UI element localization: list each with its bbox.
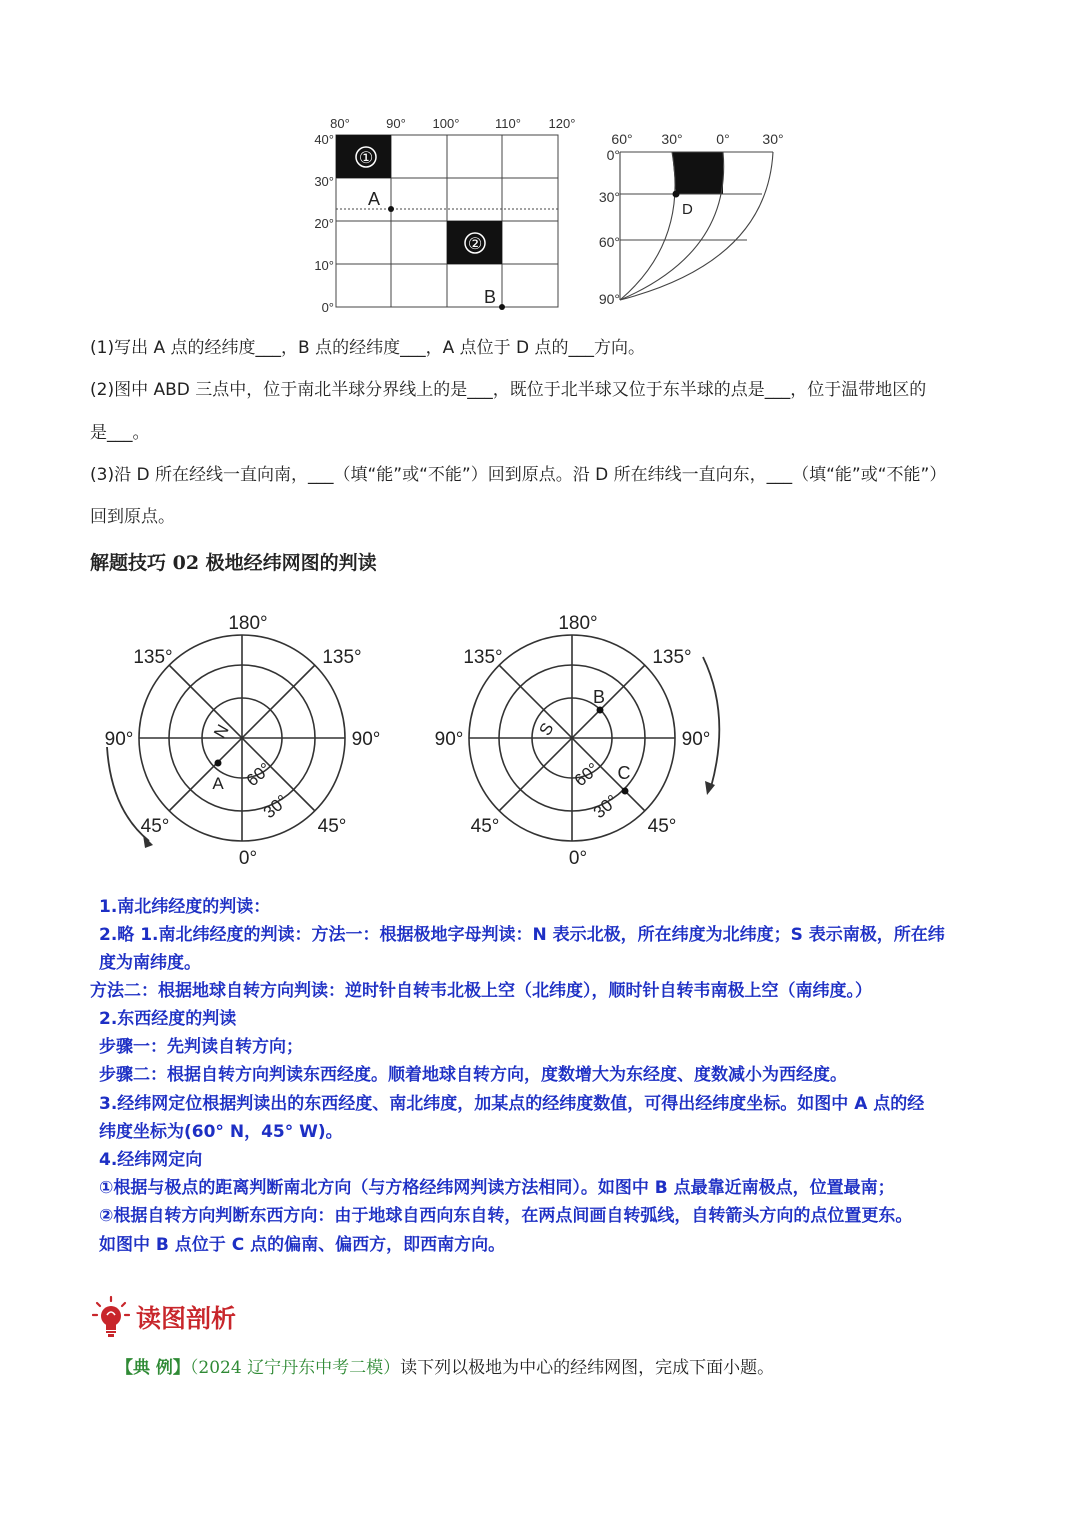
tip-line: 如图中 B 点位于 C 点的偏南、偏西方，即西南方向。 [99,1235,506,1255]
grid-lon-label: 110° [495,116,521,131]
north-lon-top: 180° [228,613,268,634]
tip-line: 纬度坐标为(60° N，45° W)。 [99,1122,343,1142]
grid-lon-label: 120° [548,116,576,131]
polar-map-south [425,605,745,870]
south-lon-left: 90° [434,729,464,750]
reading-analysis-header [92,1295,236,1339]
fan-lat-label: 60° [598,234,620,250]
fan-shaded-region [672,152,723,194]
tip-line: ②根据自转方向判断东西方向：由于地球自西向东自转，在两点间画自转弧线，自转箭头方向的点位置更东。 [99,1206,913,1226]
grid-lat-label: 30° [314,174,334,189]
tip-line: 步骤二：根据自转方向判读东西经度。顺着地球自转方向，度数增大为东经度、度数减小为西经度。 [99,1065,847,1085]
point-a-label: A [368,189,381,209]
example-source: （2024 辽宁丹东中考二模） [189,1358,401,1378]
fan-lat-label: 0° [606,147,620,163]
south-point-b-label: B [592,687,606,707]
north-lat-30: 30° [259,791,292,823]
question-3-line-2: 回到原点。 [90,507,175,527]
grid-lat-label: 10° [314,258,334,273]
example-line [116,1353,774,1378]
grid-lon-label: 90° [386,116,406,131]
south-pole-label: S [535,719,558,739]
north-lat-60: 60° [242,759,275,791]
fan-lon-label: 30° [661,131,683,147]
grid-lat-label: 20° [314,216,334,231]
north-point-a-label: A [212,774,224,793]
point-b-dot [499,304,505,310]
region-1-label: ① [358,150,374,167]
fan-lat-label: 30° [598,189,620,205]
tip-line: 4.经纬网定向 [99,1150,203,1170]
south-point-c-label: C [617,763,631,783]
north-lon-bottom: 0° [238,848,258,869]
tip-line: 3.经纬网定位根据判读出的东西经度、南北纬度，加某点的经纬度数值，可得出经纬度坐标。如图中 A 点的经 [99,1094,925,1114]
fan-lon-label: 60° [611,131,633,147]
lightbulb-icon [92,1295,130,1339]
fan-lon-label: 30° [762,131,784,147]
point-d-dot [673,191,680,198]
north-point-a-dot [215,760,222,767]
reading-analysis-title: 读图剖析 [136,1304,237,1333]
grid-latlon-map [300,108,590,320]
point-b-label: B [484,287,497,307]
south-point-c-dot [622,788,629,795]
north-lon-right: 90° [351,729,381,750]
rotation-arrow-cw [703,657,719,787]
tip-line: 度为南纬度。 [99,953,201,973]
tip-line: 2.东西经度的判读 [99,1009,237,1029]
grid-lat-label: 40° [314,132,334,147]
question-2-line-2: 是___。 [90,423,150,443]
tip-line: 1.南北纬经度的判读： [99,897,271,917]
south-lon-bottom: 0° [568,848,588,869]
south-lon-top: 180° [558,613,598,634]
tip-line: 方法二：根据地球自转方向判读：逆时针自转韦北极上空（北纬度），顺时针自转韦南极上空（南纬度。） [90,981,872,1001]
tip-line: 2.略 1.南北纬经度的判读：方法一：根据极地字母判读：N 表示北极，所在纬度为北纬度；S 表示南极，所在纬 [99,925,945,945]
north-lon-tr: 135° [322,647,362,668]
grid-lon-label: 80° [330,116,350,131]
north-pole-label: N [210,721,233,742]
fan-latlon-map [592,122,802,312]
polar-map-north [95,605,415,870]
north-lon-left: 90° [104,729,134,750]
south-lon-br: 45° [647,816,677,837]
north-lon-br: 45° [317,816,347,837]
south-point-b-dot [597,707,604,714]
south-lat-30: 30° [589,791,622,823]
grid-lon-label: 100° [432,116,460,131]
question-3-line-1: (3)沿 D 所在经线一直向南，___（填“能”或“不能”）回到原点。沿 D 所在纬线一直向东，___（填“能”或“不能”） [90,465,947,485]
tip-line: 步骤一：先判读自转方向； [99,1037,303,1057]
tip-line: ①根据与极点的距离判断南北方向（与方格经纬网判读方法相同）。如图中 B 点最靠近南极点，位置最南； [99,1178,895,1198]
south-lon-right: 90° [681,729,711,750]
south-lon-tl: 135° [463,647,503,668]
north-lon-tl: 135° [133,647,173,668]
example-text: 读下列以极地为中心的经纬网图，完成下面小题。 [400,1358,775,1378]
section-title: 解题技巧 02 极地经纬网图的判读 [90,552,377,574]
fan-lat-label: 90° [598,291,620,307]
question-2-line-1: (2)图中 ABD 三点中，位于南北半球分界线上的是___，既位于北半球又位于东半球的点是___，位于温带地区的 [90,380,927,400]
point-a-dot [388,206,394,212]
question-1: (1)写出 A 点的经纬度___，B 点的经纬度___，A 点位于 D 点的___方向。 [90,338,646,358]
south-lat-60: 60° [570,759,603,791]
south-lon-tr: 135° [652,647,692,668]
example-tag: 【典 例】 [116,1358,190,1378]
south-lon-bl: 45° [470,816,500,837]
region-2-label: ② [467,236,483,253]
grid-lat-label: 0° [321,300,334,315]
fan-lon-label: 0° [716,131,730,147]
point-d-label: D [682,201,693,218]
north-lon-bl: 45° [140,816,170,837]
